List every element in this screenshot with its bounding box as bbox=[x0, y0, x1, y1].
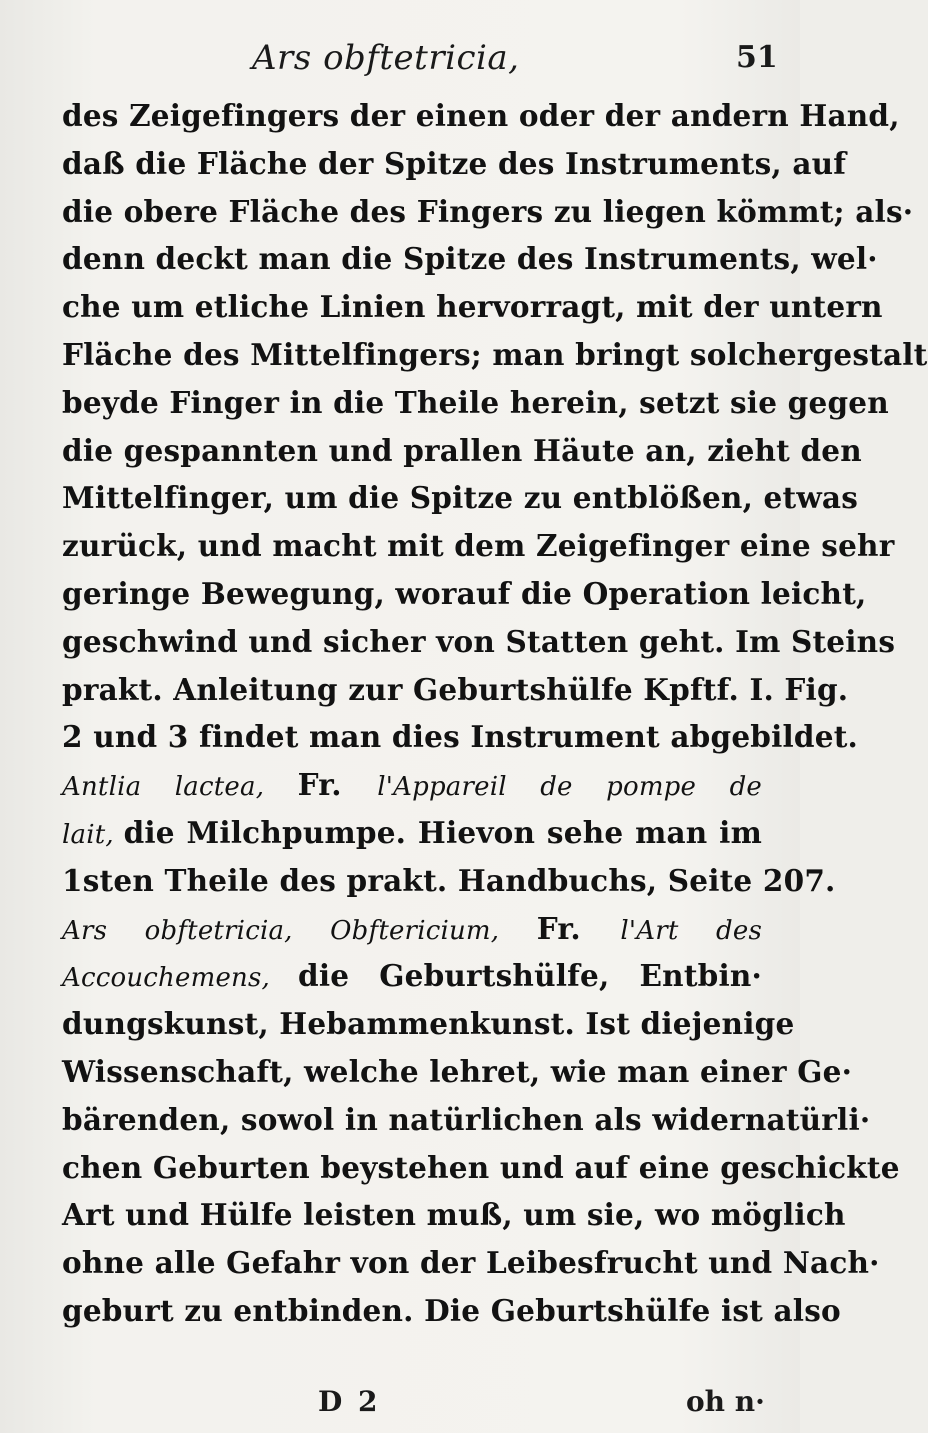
text-segment: che um etliche Linien hervorragt, mit der untern bbox=[62, 289, 883, 325]
text-segment: beyde Finger in die Theile herein, setzt sie gegen bbox=[62, 384, 889, 420]
text-line bbox=[62, 1239, 880, 1287]
text-segment: dungskunst, Hebammenkunst. Ist diejenige bbox=[62, 1006, 795, 1042]
text-segment: lait, bbox=[62, 819, 124, 850]
page-footer bbox=[0, 1385, 800, 1429]
text-segment: zurück, und macht mit dem Zeigefinger eine sehr bbox=[62, 528, 895, 564]
text-line bbox=[62, 713, 859, 761]
text-line bbox=[62, 761, 762, 809]
text-segment: Antlia lactea, bbox=[62, 772, 298, 803]
text-line bbox=[62, 1000, 795, 1048]
text-segment: geringe Bewegung, worauf die Operation leicht, bbox=[62, 575, 867, 611]
text-segment: daß die Fläche der Spitze des Instruments, auf bbox=[62, 145, 847, 181]
signature-mark: D 2 bbox=[318, 1385, 381, 1418]
text-line bbox=[62, 905, 762, 953]
text-line bbox=[62, 283, 883, 331]
text-segment: l'Art des bbox=[620, 915, 762, 946]
text-segment: bärenden, sowol in natürlichen als widernatürli· bbox=[62, 1101, 871, 1137]
text-line bbox=[62, 92, 900, 140]
text-segment: ohne alle Gefahr von der Leibesfrucht und Nach· bbox=[62, 1245, 880, 1281]
text-segment: Fr. bbox=[536, 910, 621, 946]
text-line bbox=[62, 140, 847, 188]
text-segment: Fr. bbox=[297, 767, 378, 803]
text-line bbox=[62, 379, 889, 427]
text-line bbox=[62, 618, 896, 666]
text-segment: denn deckt man die Spitze des Instruments, wel· bbox=[62, 241, 878, 277]
text-segment: die Geburtshülfe, Entbin· bbox=[298, 958, 762, 994]
text-line bbox=[62, 1048, 853, 1096]
text-line bbox=[62, 666, 849, 714]
text-segment: chen Geburten beystehen und auf eine geschickte bbox=[62, 1149, 900, 1185]
text-line bbox=[62, 235, 878, 283]
text-segment: Fläche des Mittelfingers; man bringt solchergestalt bbox=[62, 336, 928, 372]
catchword: oh n· bbox=[686, 1385, 765, 1418]
text-line bbox=[62, 188, 914, 236]
text-segment: geschwind und sicher von Statten geht. Im Steins bbox=[62, 623, 896, 659]
text-segment: 2 und 3 findet man dies Instrument abgebildet. bbox=[62, 719, 859, 755]
text-segment: l'Appareil de pompe de bbox=[377, 772, 763, 803]
text-segment: die Milchpumpe. Hievon sehe man im bbox=[123, 814, 762, 850]
text-line bbox=[62, 331, 928, 379]
text-segment: Art und Hülfe leisten muß, um sie, wo möglich bbox=[62, 1197, 846, 1233]
page-number: 51 bbox=[736, 40, 778, 75]
text-line bbox=[62, 857, 836, 905]
text-line bbox=[62, 427, 862, 475]
running-head: Ars obftetricia, bbox=[252, 38, 520, 78]
text-line bbox=[62, 474, 859, 522]
text-line bbox=[62, 952, 762, 1000]
text-line bbox=[62, 1144, 900, 1192]
text-segment: die gespannten und prallen Häute an, zieht den bbox=[62, 432, 862, 468]
body-text bbox=[62, 92, 928, 1335]
text-segment: Wissenschaft, welche lehret, wie man einer Ge· bbox=[62, 1053, 853, 1089]
text-line bbox=[62, 1191, 846, 1239]
text-line bbox=[62, 1287, 841, 1335]
text-segment: des Zeigefingers der einen oder der andern Hand, bbox=[62, 98, 900, 133]
text-segment: Ars obftetricia, Obftericium, bbox=[62, 915, 537, 946]
text-segment: 1sten Theile des prakt. Handbuchs, Seite 207. bbox=[62, 862, 836, 898]
text-segment: Mittelfinger, um die Spitze zu entblößen, etwas bbox=[62, 480, 859, 516]
text-line bbox=[62, 809, 762, 857]
text-segment: geburt zu entbinden. Die Geburtshülfe ist also bbox=[62, 1292, 841, 1328]
text-segment: prakt. Anleitung zur Geburtshülfe Kpftf. I. Fig. bbox=[62, 671, 849, 707]
text-line bbox=[62, 522, 895, 570]
text-segment: Accouchemens, bbox=[62, 963, 298, 994]
page-header bbox=[0, 38, 800, 88]
text-line bbox=[62, 1096, 871, 1144]
text-segment: die obere Fläche des Fingers zu liegen kömmt; als· bbox=[62, 193, 914, 229]
text-line bbox=[62, 570, 867, 618]
